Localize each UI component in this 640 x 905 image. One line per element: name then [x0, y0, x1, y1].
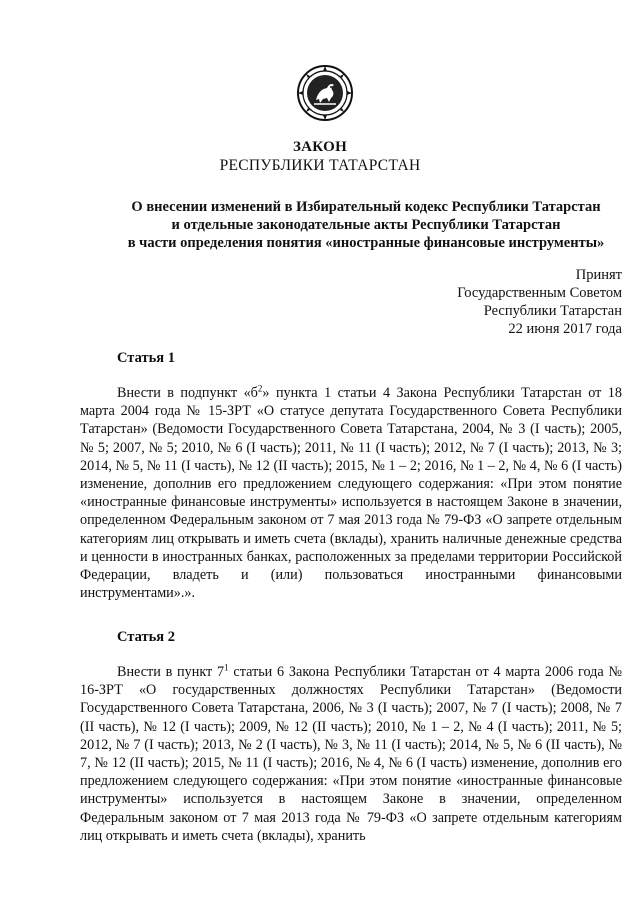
heading-line: О внесении изменений в Избирательный кодекс Республики Татарстан [131, 199, 601, 215]
article-2-text-part: Внести в пункт 7 [117, 664, 225, 680]
article-1-title: Статья 1 [117, 350, 175, 366]
heading-line: в части определения понятия «иностранные финансовые инструменты» [127, 235, 605, 251]
adoption-line: Республики Татарстан [483, 303, 622, 319]
heading-line: и отдельные законодательные акты Республики Татарстан [171, 217, 561, 233]
law-heading [110, 198, 622, 252]
law-subtitle: РЕСПУБЛИКИ ТАТАРСТАН [219, 157, 421, 174]
article-2-title: Статья 2 [117, 629, 175, 645]
tatarstan-coat-of-arms-icon [296, 64, 354, 122]
adoption-block [457, 266, 622, 338]
article-1-text-part: » пункта 1 статьи 4 Закона Республики Татарстан от 18 марта 2004 года № 15-ЗРТ «О статусе депутата Государственного Совета Республики Татарстан» (Ведомости Государственного Совета Татарстана, 2004, № 3 (I часть); 2005, № 5; 2007, № 5; 2010, № 6 (I часть); 2011, № 11 (I часть); 2012, № 7 (I часть); 2013, № 3; 2014, № 5, № 11 (I часть), № 12 (II часть); 2015, № 1 – 2; 2016, № 1 – 2, № 4, № 6 (I часть) изменение, дополнив его предложением следующего содержания: «При этом понятие «иностранные финансовые инструменты» используется в настоящем Законе в значении, определенном Федеральным законом от 7 мая 2013 года № 79-ФЗ «О запрете отдельным категориям лиц открывать и иметь счета (вклады), хранить наличные денежные средства и ценности в иностранных банках, расположенных за пределами территории Российской Федерации, владеть и (или) пользоваться иностранными финансовыми инструментами».». [80, 385, 622, 602]
article-2-text-part: статьи 6 Закона Республики Татарстан от 4 марта 2006 года № 16-ЗРТ «О государственных должностях Республики Татарстан» (Ведомости Государственного Совета Татарстана, 2006, № 3 (I часть); 2007, № 7 (I часть); 2008, № 7 (II часть), № 12 (I часть); 2009, № 12 (II часть); 2010, № 1 – 2, № 4 (I часть); 2011, № 5; 2012, № 7 (I часть); 2013, № 2 (I часть), № 3, № 11 (I часть); 2014, № 5, № 6 (II часть), № 7, № 12 (II часть); 2015, № 11 (I часть); 2016, № 4, № 6 (I часть) изменение, дополнив его предложением следующего содержания: «При этом понятие «иностранные финансовые инструменты» используется в настоящем Законе в значении, определенном Федеральным законом от 7 мая 2013 года № 79-ФЗ «О запрете отдельным категориям лиц открывать и иметь счета (вклады), хранить [80, 664, 622, 844]
article-1-text-part: Внести в подпункт «б [117, 385, 258, 401]
superscript: 1 [224, 662, 229, 673]
adoption-date: 22 июня 2017 года [508, 321, 622, 337]
adoption-line: Государственным Советом [457, 285, 622, 301]
adoption-line: Принят [575, 267, 622, 283]
article-2-text [80, 663, 622, 845]
law-title: ЗАКОН [292, 139, 348, 155]
article-1-text [80, 384, 622, 602]
superscript: 2 [257, 383, 263, 394]
